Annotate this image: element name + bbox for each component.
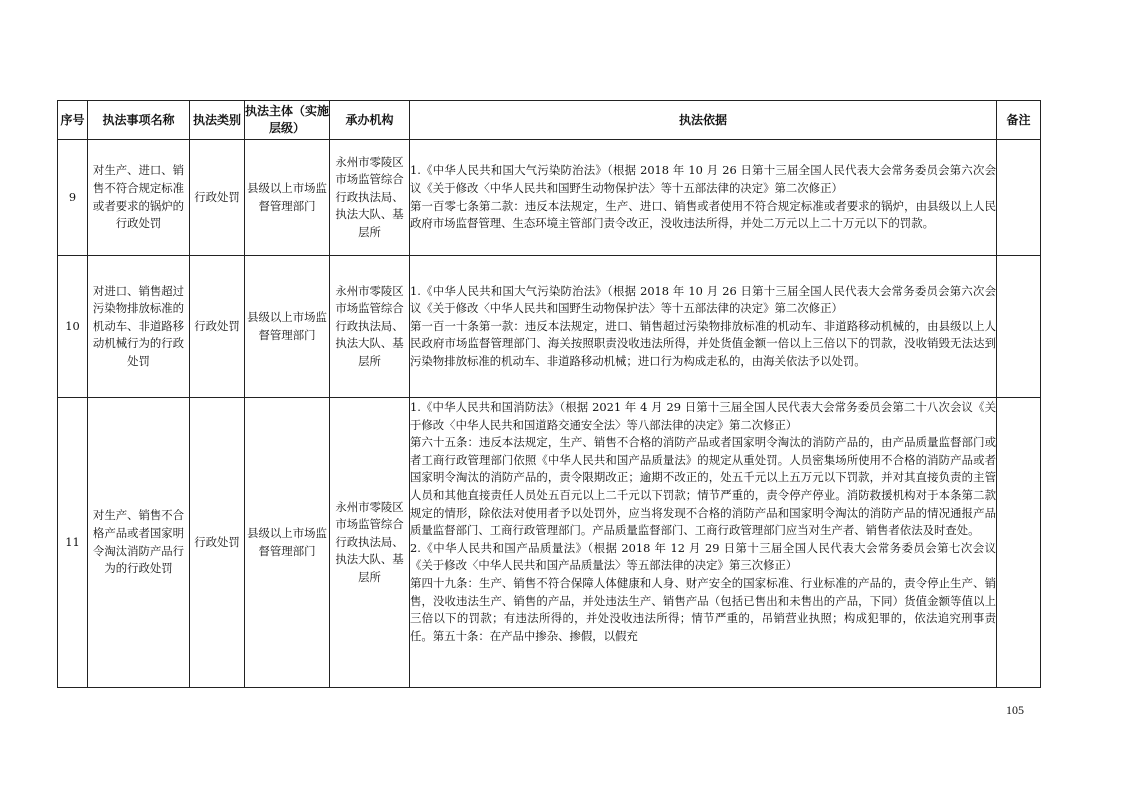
row-name: 对进口、销售超过污染物排放标准的机动车、非道路移动机械行为的行政处罚 [88,256,190,398]
table-row [58,140,1041,256]
basis-paragraph: 2.《中华人民共和国产品质量法》（根据 2018 年 12 月 29 日第十三届全国人民代表大会常务委员会第七次会议《关于修改〈中华人民共和国产品质量法〉等五部法律的决定》第三次修正） [410,540,996,573]
row-name: 对生产、进口、销售不符合规定标准或者要求的锅炉的行政处罚 [88,140,190,256]
basis-paragraph: 1.《中华人民共和国消防法》（根据 2021 年 4 月 29 日第十三届全国人民代表大会常务委员会第二十八次会议《关于修改〈中华人民共和国道路交通安全法〉等八部法律的决定》第二次修正） [410,400,996,432]
row-category: 行政处罚 [190,398,245,688]
row-remarks [997,398,1041,688]
row-no: 11 [58,398,88,688]
header-category: 执法类别 [190,101,245,140]
row-remarks [997,140,1041,256]
basis-paragraph: 第四十九条：生产、销售不符合保障人体健康和人身、财产安全的国家标准、行业标准的产品的，责令停止生产、销售，没收违法生产、销售的产品，并处违法生产、销售产品（包括已售出和未售出的产品，下同）货值金额等值以上三倍以下的罚款；有违法所得的，并处没收违法所得；情节严重的，吊销营业执照；构成犯罪的，依法追究刑事责任。第五十条：在产品中掺杂、掺假，以假充 [410,575,996,643]
row-remarks [997,256,1041,398]
page-number: 105 [1006,703,1024,717]
basis-paragraph: 1.《中华人民共和国大气污染防治法》（根据 2018 年 10 月 26 日第十三届全国人民代表大会常务委员会第六次会议《关于修改〈中华人民共和国野生动物保护法〉等十五部法律的决定》第二次修正） [410,283,996,316]
basis-paragraph: 1.《中华人民共和国大气污染防治法》（根据 2018 年 10 月 26 日第十三届全国人民代表大会常务委员会第六次会议《关于修改〈中华人民共和国野生动物保护法〉等十五部法律的决定》第二次修正） [410,163,996,195]
header-no: 序号 [58,101,88,140]
header-basis: 执法依据 [410,101,997,140]
basis-paragraph: 第一百零七条第二款：违反本法规定，生产、进口、销售或者使用不符合规定标准或者要求的锅炉，由县级以上人民政府市场监督管理、生态环境主管部门责令改正，没收违法所得，并处二万元以上二十万元以下的罚款。 [410,198,996,231]
basis-text-clip [410,399,996,686]
row-subject: 县级以上市场监督管理部门 [245,398,330,688]
law-enforcement-table [57,100,1041,688]
row-agency: 永州市零陵区市场监管综合行政执法局、执法大队、基层所 [330,398,410,688]
row-agency: 永州市零陵区市场监管综合行政执法局、执法大队、基层所 [330,256,410,398]
row-subject: 县级以上市场监督管理部门 [245,140,330,256]
basis-paragraph: 第一百一十条第一款：违反本法规定，进口、销售超过污染物排放标准的机动车、非道路移动机械的，由县级以上人民政府市场监督管理部门、海关按照职责没收违法所得，并处货值金额一倍以上三倍以下的罚款，没收销毁无法达到污染物排放标准的机动车、非道路移动机械；进口行为构成走私的，由海关依法予以处罚。 [410,318,996,368]
row-no: 10 [58,256,88,398]
table-row [58,398,1041,688]
header-row [58,101,1041,140]
basis-paragraph: 第六十五条：违反本法规定，生产、销售不合格的消防产品或者国家明令淘汰的消防产品的，由产品质量监督部门或者工商行政管理部门依照《中华人民共和国产品质量法》的规定从重处罚。人员密集场所使用不合格的消防产品或者国家明令淘汰的消防产品的，责令限期改正；逾期不改正的，处五千元以上五万元以下罚款，并对其直接负责的主管人员和其他直接责任人员处五百元以上二千元以下罚款；情节严重的，责令停产停业。消防救援机构对于本条第二款规定的情形，除依法对使用者予以处罚外，应当将发现不合格的消防产品和国家明令淘汰的消防产品的情况通报产品质量监督部门、工商行政管理部门。产品质量监督部门、工商行政管理部门应当对生产者、销售者依法及时查处。 [410,435,996,538]
row-no: 9 [58,140,88,256]
row-subject: 县级以上市场监督管理部门 [245,256,330,398]
row-basis [410,140,997,256]
header-remarks: 备注 [997,101,1041,140]
row-basis [410,398,997,688]
header-name: 执法事项名称 [88,101,190,140]
header-subject: 执法主体（实施层级） [245,101,330,140]
table-row [58,256,1041,398]
row-name: 对生产、销售不合格产品或者国家明令淘汰消防产品行为的行政处罚 [88,398,190,688]
header-agency: 承办机构 [330,101,410,140]
row-category: 行政处罚 [190,256,245,398]
row-basis [410,256,997,398]
row-agency: 永州市零陵区市场监管综合行政执法局、执法大队、基层所 [330,140,410,256]
row-category: 行政处罚 [190,140,245,256]
